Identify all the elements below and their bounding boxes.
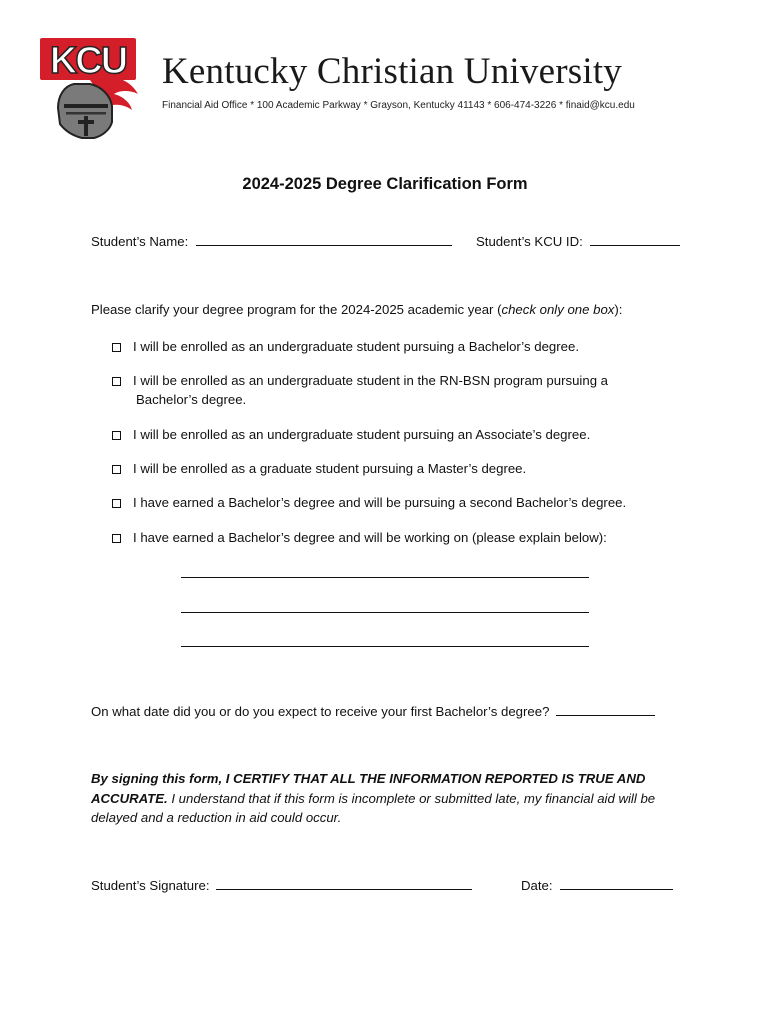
instruction-italic: check only one box: [501, 302, 615, 317]
instruction-text: [91, 302, 622, 317]
instruction-main: Please clarify your degree program for the 2024-2025 academic year (: [91, 302, 502, 317]
date-label: Date:: [521, 878, 553, 893]
certification-statement: [91, 769, 691, 828]
checkbox-associate[interactable]: [112, 431, 121, 440]
student-id-row: [476, 233, 680, 249]
signature-row: [91, 877, 472, 893]
option-label: I will be enrolled as an undergraduate student pursuing a Bachelor’s degree.: [133, 339, 579, 354]
option-label: I will be enrolled as a graduate student pursuing a Master’s degree.: [133, 461, 527, 476]
form-title: 2024-2025 Degree Clarification Form: [242, 175, 528, 193]
student-id-label: Student’s KCU ID:: [476, 234, 583, 249]
option-associate: [112, 425, 590, 444]
option-label: I will be enrolled as an undergraduate student pursuing an Associate’s degree.: [133, 427, 591, 442]
bachelor-date-field[interactable]: [556, 703, 655, 716]
option-label: I will be enrolled as an undergraduate student in the RN-BSN program pursuing a: [133, 373, 609, 388]
explain-line-1[interactable]: [181, 577, 589, 578]
date-row: [521, 877, 673, 893]
student-name-label: Student’s Name:: [91, 234, 189, 249]
signature-label: Student’s Signature:: [91, 878, 210, 893]
option-second-bachelor: [112, 493, 626, 512]
checkbox-other-explain[interactable]: [112, 534, 121, 543]
checkbox-rn-bsn[interactable]: [112, 377, 121, 386]
option-label-continued: Bachelor’s degree.: [136, 392, 247, 407]
student-id-field[interactable]: [590, 233, 680, 246]
explain-line-3[interactable]: [181, 646, 589, 647]
checkbox-graduate-master[interactable]: [112, 465, 121, 474]
checkbox-second-bachelor[interactable]: [112, 499, 121, 508]
date-question: On what date did you or do you expect to receive your first Bachelor’s degree?: [91, 704, 550, 719]
checkbox-undergrad-bachelor[interactable]: [112, 343, 121, 352]
option-graduate-master: [112, 459, 526, 478]
student-name-field[interactable]: [196, 233, 452, 246]
date-field[interactable]: [560, 877, 673, 890]
signature-field[interactable]: [216, 877, 472, 890]
instruction-end: ):: [614, 302, 623, 317]
office-address: Financial Aid Office * 100 Academic Parkway * Grayson, Kentucky 41143 * 606-474-3226 * finaid@kcu.edu: [162, 100, 635, 111]
explain-line-2[interactable]: [181, 612, 589, 613]
knight-helmet-icon: [58, 76, 138, 138]
option-label: I have earned a Bachelor’s degree and will be working on (please explain below):: [133, 530, 607, 545]
university-name: Kentucky Christian University: [162, 51, 623, 92]
option-undergrad-bachelor: [112, 337, 579, 356]
date-question-row: [91, 703, 655, 719]
certification-bold: By signing this form, I CERTIFY THAT ALL THE INFORMATION REPORTED IS TRUE AND ACCURATE.: [91, 771, 646, 806]
option-label: I have earned a Bachelor’s degree and will be pursuing a second Bachelor’s degree.: [133, 495, 627, 510]
student-name-row: [91, 233, 452, 249]
certification-text: I understand that if this form is incomplete or submitted late, my financial aid will be delayed and a reduction in aid could occur.: [91, 790, 656, 825]
option-other-explain: [112, 528, 607, 547]
option-rn-bsn: [112, 371, 608, 409]
kcu-knight-logo: [38, 32, 144, 144]
logo-text: KCU: [49, 40, 127, 82]
